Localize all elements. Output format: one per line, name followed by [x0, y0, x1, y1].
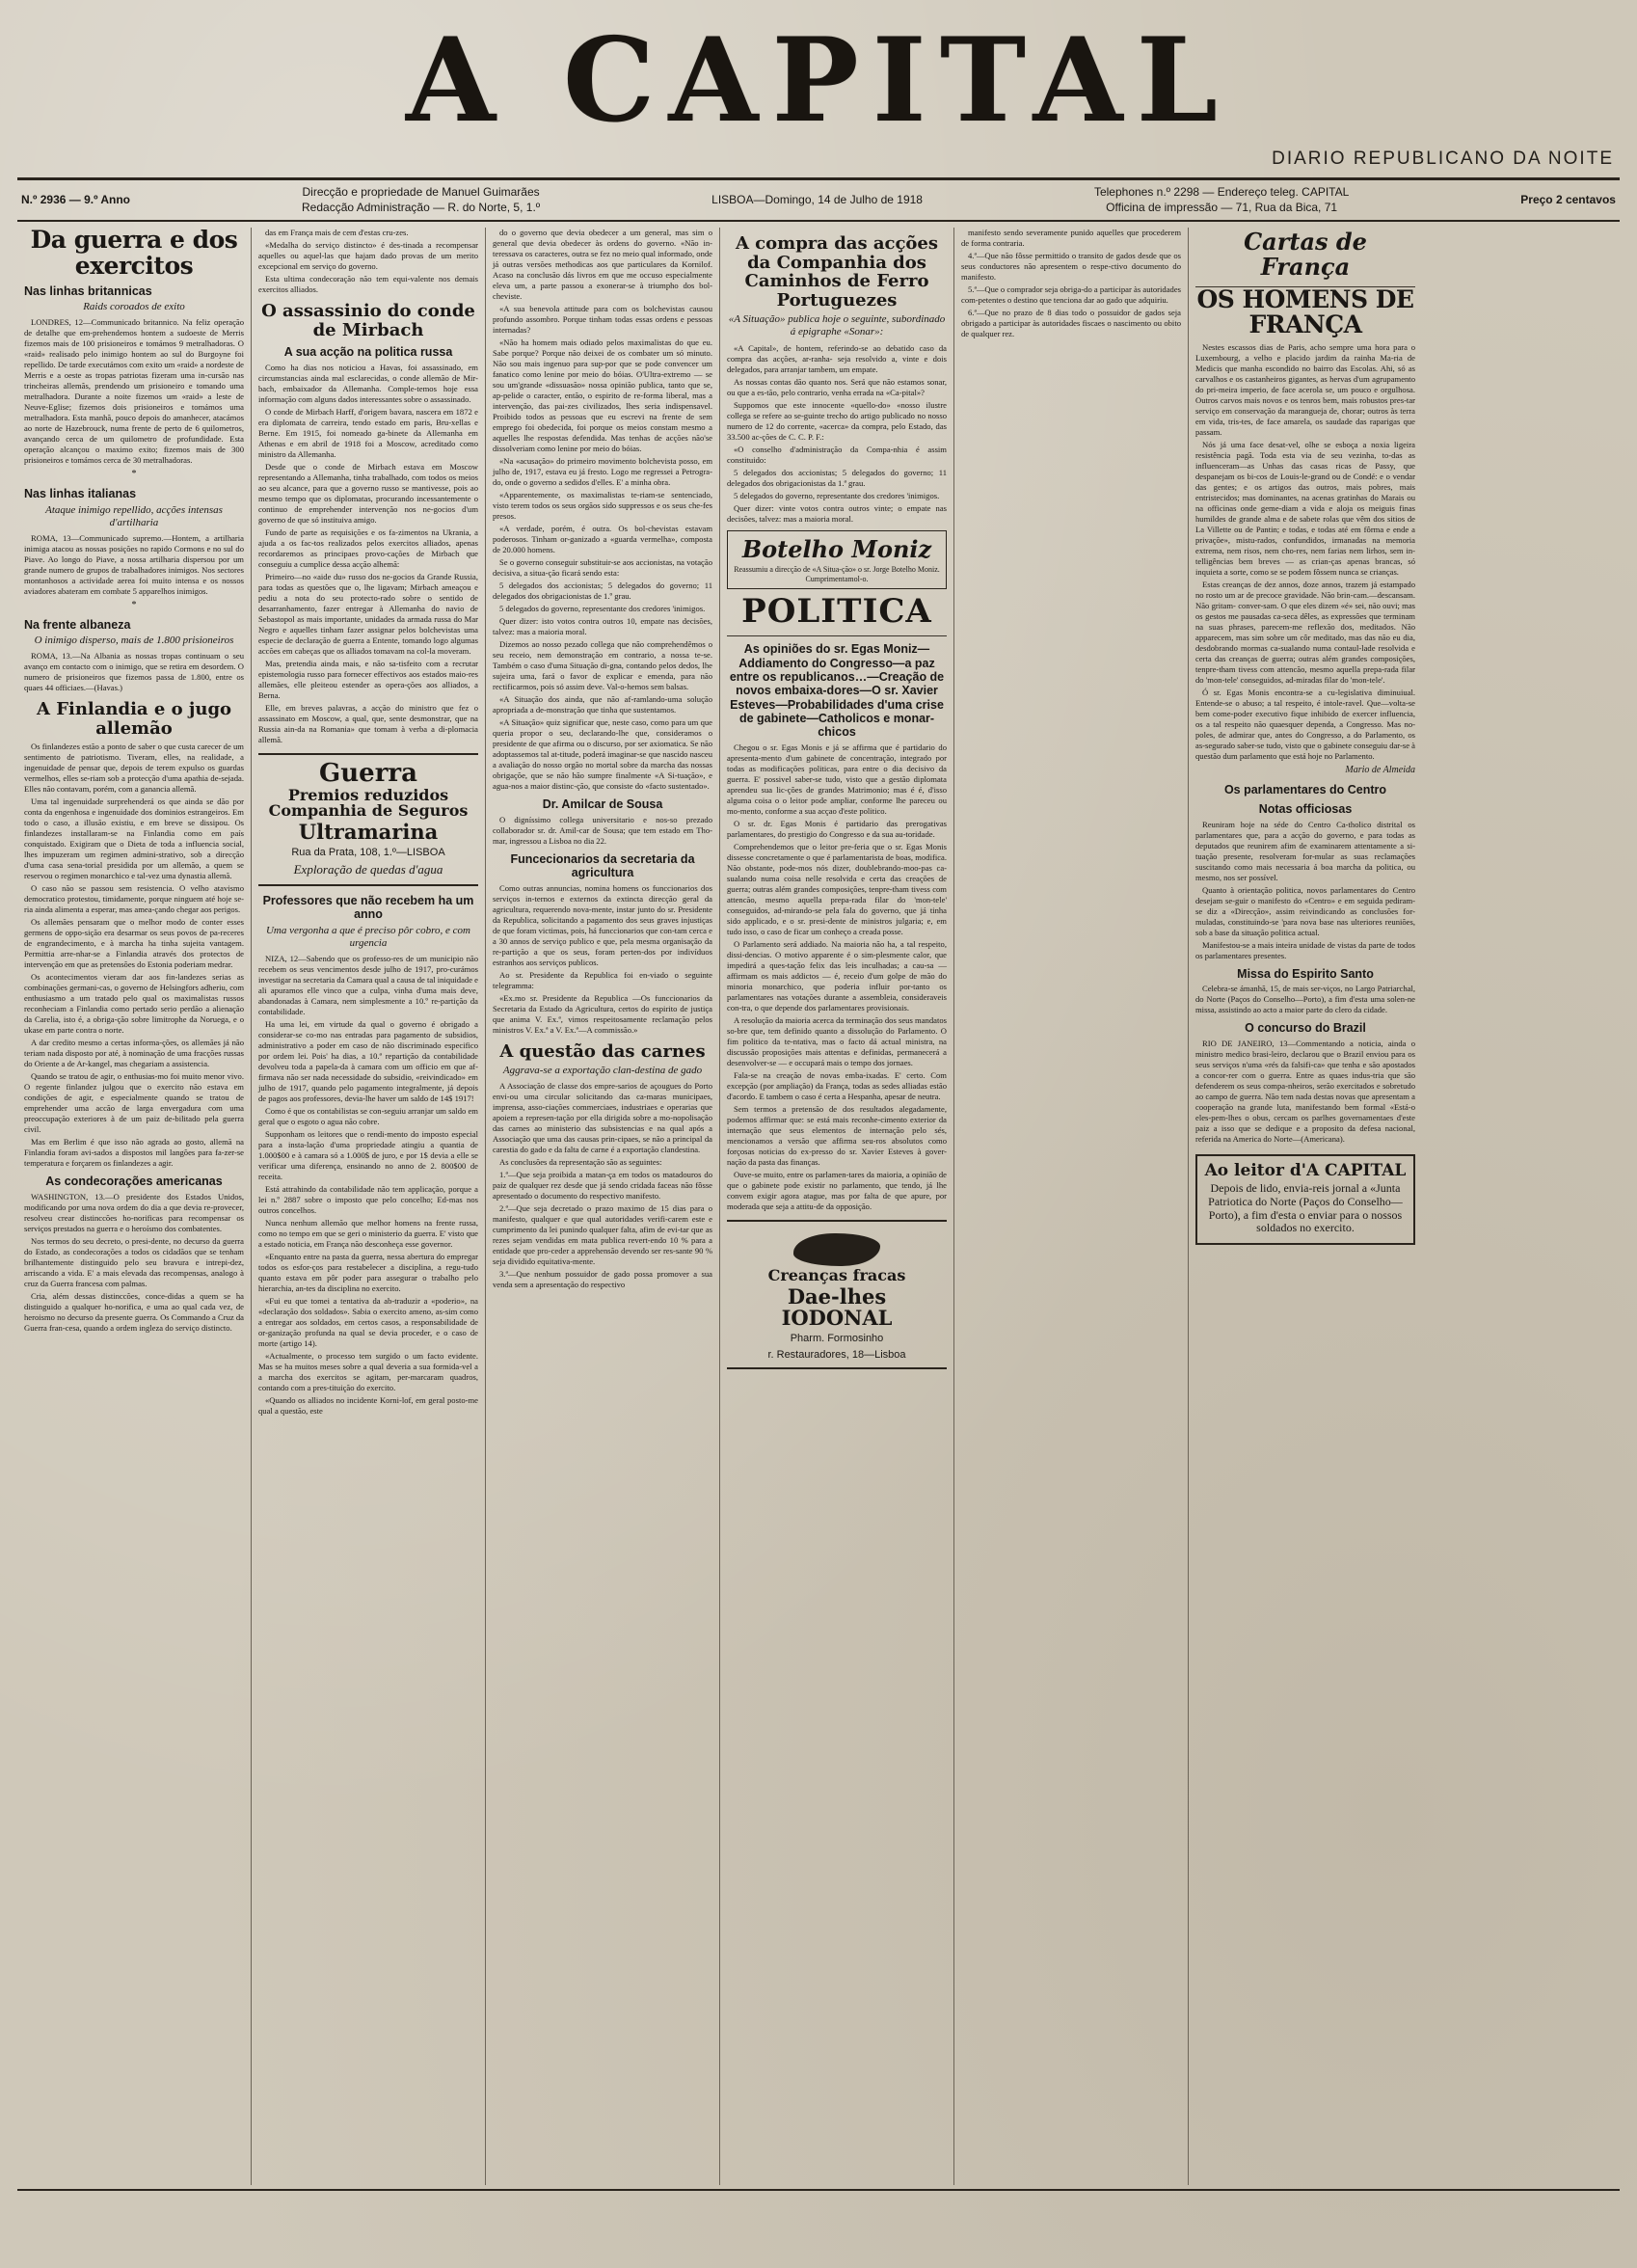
- paragraph: A resolução da maioria acerca da terminação dos seus mandatos so-bre que, tem definido quanto a dissolução do Parlamento. O fim politico da te-ntativa, mas o facto dá actual ministra, na discussão proposições mais attentas e definidas, permanecerá a desenvolver-se — e occupará mais o tempo dos jornaes.: [727, 1014, 947, 1067]
- headline-amilcar-de-sousa: Dr. Amilcar de Sousa: [542, 797, 663, 812]
- notice-ao-leitor[interactable]: [1195, 1154, 1415, 1246]
- paragraph: LONDRES, 12—Communicado britannico. Na feliz operação de detalhe que em-prehendemos hontem a sudoeste de Merris fizemos mais de 100 prisioneiros e tomámos 9 metralhadoras. O «raid» realisado pelo inimigo hontem ao sul do Burgoyne foi repellido. De tarde executámos com exito um «raid» a nordeste de Merris e a oeste as tropas patriotas fizeram uma in-cursão nas trincheiras allemãs, prendendo um prisioneiro e tomando uma metralhadora. Durante a noite fizemos um «raid» a leste de Neuve-Eglise; fizemos dois prisioneiros e tomámos uma metralhadora. Esta manhã, pouco depois do amanhecer, atacámos ao norte de Hazebrouck, numa frente de perto de 6 quilometros, avançando cerca de um quilometro de profundidade. Esta operação alcançou o maximo exito; fizemos mais de 300 prisioneiros e tomámos cerca de 30 metralhadoras.: [24, 317, 244, 466]
- kicker-raids: Raids coroados de exito: [83, 301, 185, 313]
- kicker-railway: «A Situação» publica hoje o seguinte, subordinado á epigraphe «Sonar»:: [728, 313, 946, 338]
- paragraph: manifesto sendo severamente punido aquelles que procederem de forma contraria.: [961, 228, 1181, 249]
- column-6: [1188, 228, 1422, 2185]
- paragraph: As nossas contas dão quanto nos. Será que não estamos sonar, ou que a es-tão, pelo contrario, venha errada na «Ca-pital»?: [727, 376, 947, 397]
- paragraph: «A sua benevola attitude para com os bolchevistas causou profundo assombro. Porque tinham todas essas ordens e pessoas internadas?: [493, 304, 712, 336]
- paragraph: RIO DE JANEIRO, 13—Commentando a noticia, ainda o ministro medico brasi-leiro, declarou que o Brazil enviou para os seus serviços n'uma «rés da falsifi-ca» que tenha e são apostados a concor-rer com o guerra. Entre as quaes indus-tria que são defenderem os seus compa-nheiros, serão exercitados e sobretudo ao campo de guerra. Não tem nada destas novas que apresentam a cooperação na grande luta, manifestando bem formal «Está-o eles-pem-lhes o obus, cercam os parlhes governamentaes d'este paiz a isso que se dedique e a proposito da defesa nacional, referida na America do Norte—(Americana).: [1195, 1038, 1415, 1144]
- headline-concurso-brazil: O concurso do Brazil: [1245, 1021, 1366, 1036]
- headline-railway-shares: A compra das acções da Companhia dos Caminhos de Ferro Portuguezes: [735, 233, 939, 310]
- paragraph: Nestes escassos dias de Paris, acho sempre uma hora para o Luxembourg, a velho e placido jardim da rainha Ma-ria de Medicis que manha escondido no bairro das Escolas. Ahi, só as carvalhos e os castanheiros gigantes, as hervas d'um agrupamento do pri-meira imperio, de face acerola se, um pouco e orgulhosa. Outros carvos mais novos e os tenros bem, mais robustos pres-tar serviço em conservação da marangueja de, chorar; outros às terra em vida, tris-tes, de face amarela, os saudade das raparigas que passam.: [1195, 342, 1415, 438]
- subhead-albanian-front: Na frente albaneza: [24, 617, 131, 632]
- section-header-politica: POLITICA: [741, 592, 932, 632]
- kicker-albanian: O inimigo disperso, mais de 1.800 prisioneiros: [34, 634, 234, 647]
- headline-botelho-moniz: Botelho Moniz: [741, 534, 932, 563]
- paragraph: Fundo de parte as requisições e os fa-zimentos na Ukrania, a ajuda a os fac-tos realizados pelos exercitos alliados, apenas recordaremos as principaes provo-cações de Mirbach que conseguiu a cumplice dessa acção alhemã:: [258, 526, 478, 569]
- paragraph: Reuniram hoje na séde do Centro Ca-tholico distrital os parlamentares que, para a acção do governo, e para todas as deputados que reunirem afim de examinarem attentamente a si-tuação presente, resolveram for-mular as suas reclamações suscitando como mais necessaria á boa marcha da politica, ou mesmo, nos ser possível.: [1195, 819, 1415, 882]
- paragraph: Ha uma lei, em virtude da qual o governo é obrigado a considerar-se co-mo nas entradas para pagamento de subsidios, administrativo a poder em caso de não discriminado especifico por ordem lei. Pois' ha dias, a 10.ª repartição da contabilidade devolveu toda a papela-da à camara com um officio em que af-firmava não ser nada necessidade do subsidio, «reivindicado» em julho de 1917, quando pelo pagamento integralmente, já depois de pagos aos professores, devia-lhe haver um saldo de 14$ 1917!: [258, 1019, 478, 1104]
- paragraph: «A Situação» quiz significar que, neste caso, como para um que queria propor o seu, declarando-lhe que, consideramos o presidente de que afirma ou o discurso, por ser axiomatica. Se não adoptassemos tal at-titude, poderá imaginar-se que nascido nasceu a avaliação do nosso orgão no mortal sobre da marcha das nossas obrigaçõe, que se não hão sumpre finalmente «A Si-tuação», e agua-nos a maior distinc-ção, que consiste do «facto sustentado».: [493, 717, 712, 792]
- headline-agriculture-staff: Funcecionarios da secretaria da agricultura: [510, 851, 695, 880]
- paragraph: NIZA, 12—Sabendo que os professo-res de um municipio não recebem os seus vencimentos desde julho de 1917, pro-curámos investigar na secretaria da Camara qual a causa de tal iniquidade e ali apuramos elle vinco que a culpa, vinha d'uma mais deve, abandonadas à Camara, nem simplesmente a 10.º re-partição da contabilidade.: [258, 954, 478, 1017]
- paragraph: «Actualmente, o processo tem surgido o um facto evidente. Mas se ha muitos meses sobre a qual deveria a sua formida-vel a a marcha dos exercitos se agitam, per-marcaram quadros, contando com a pres-tituição do exercito.: [258, 1351, 478, 1393]
- paragraph: Comprehendemos que o leitor pre-feria que o sr. Egas Monis dissesse concretamente o que é parlamentarista de boas, modifica. Não obstante, pode-mos nós dizer, doublebrando-moo-pas ca-sualando numa coisa nelle resolvida e certa das creações de guerra; outras além grandes composições, tenpre-tham tivess com attencão, mesmo aquella prepa-rada filar do 'mon-tele' conseguidos, ad-mirando-se pela fala do governo, que já tinha sido applicado, e o sr. presi-dente de ministros julgaria; e, em tudo isso, o caso de ficar um conheço a creada posse.: [727, 841, 947, 936]
- paragraph: «O conselho d'administração da Compa-nhia é assim constituido:: [727, 444, 947, 465]
- headline-meat-question: A questão das carnes: [499, 1040, 706, 1062]
- paragraph: «Medalha do serviço distincto» é des-tinada a recompensar aquelles ou aquel-las que hajam dado provas de um merito excepcional em serviço do governo.: [258, 240, 478, 272]
- paragraph: Nunca nenhum allemão que melhor homens na frente russa, como no tempo em que se geri o ministerio da guerra. E' visto que a estado noticia, em França não desconheça esse governor.: [258, 1218, 478, 1250]
- paragraph: O Parlamento será addiado. Na maioria não ha, a tal respeito, dissi-dencias. O motivo apparente é o sim-plesmente calor, que impedirá a ques-tação felix das leis inculhadas; a cau-sa — affirmam os mais addictos — é, receio d'um golpe de mão do minoria monarchico, que poderia influir por-tanto os parlamentares nas votações durante a assembleia, consideraveis con-tra, o que depende dos parlamentares provisionais.: [727, 938, 947, 1012]
- paragraph: «Ex.mo sr. Presidente da Republica —Os funccionarios da Secretaria da Estado da Agricultura, certos do espirito de justiça que anima V. Ex.ª, vimos respeitosamente reclamação pelos ministros V. Ex.ª a V. Ex.ª—A commissão.»: [493, 992, 712, 1035]
- paragraph: Suppomos que este innocente «quello-do» «nosso ilustre collega se refere ao se-guinte trecho do artigo publicado no nosso numero de 12 do corrente, «acerca» da compra, pelo Estado, das 33.500 ac-ções de C. C. P. F.:: [727, 399, 947, 442]
- kicker-italian: Ataque inimigo repellido, acções intensas d'artilharia: [45, 503, 223, 528]
- paragraph: 5 delegados dos accionistas; 5 delegados do governo; 11 delegados dos obrigacionistas de 1.º grau.: [493, 580, 712, 602]
- subhead-politica-topics: As opiniões do sr. Egas Moniz—Addiamento do Congresso—a paz entre os republicanos…—Creação de novos embaixa-dores—O sr. Xavier Esteves—Probabilidades d'uma crise de gabinete—Catholicos e monar-chicos: [729, 642, 945, 740]
- paragraph: «Quando os alliados no incidente Korni-lof, em geral posto-me qual a questão, este: [258, 1395, 478, 1417]
- paragraph: Fala-se na creação de novas emba-ixadas. E' certo. Com excepção (por ampliação) da França, todas as sedes alliadas estão d'acordo. E tambem o caso é certa a Hespanha, apesar de neutra.: [727, 1069, 947, 1101]
- paragraph: 6.ª—Que no prazo de 8 dias todo o possuidor de gados seja obrigado a participar às autoridades fiscaes o nascimento ou obito de qualquer rez.: [961, 308, 1181, 339]
- headline-mirbach-assassination: O assassinio do conde de Mirbach: [261, 301, 475, 340]
- paragraph: Manifestou-se a mais inteira unidade de vistas da parte de todos os parlamentares presentes.: [1195, 939, 1415, 960]
- notice-title: Ao leitor d'A CAPITAL: [1204, 1160, 1407, 1180]
- kicker-teachers: Uma vergonha a que é preciso pôr cobro, e com urgencia: [265, 924, 470, 949]
- paragraph: Os finlandezes estão a ponto de saber o que custa carecer de um sentimento de patriotismo. Tiveram, elles, na realidade, a ingenuidade de pensar que, depois de terem expulso os guardas vermelhos, elles se-riam sob a protecção d'uma apathia de-sejada. Elles não contavam, porém, com a ganancia allemã.: [24, 742, 244, 795]
- paragraph: O sr. dr. Egas Monis é partidario das prerogativas parlamentares, do prestigio do Congresso e da sua au-toridade.: [727, 818, 947, 839]
- ad-title-creancas: Creanças fracas: [767, 1265, 906, 1284]
- paragraph: 2.ª—Que seja decretado o prazo maximo de 15 dias para o manifesto, qualquer e que qual autoridades verifi-carem este e cumprimento da lei punindo qualquer falta, afim de evi-tar que as rezes sejam vendidas em mata publica revert-endo 10 % para a entidade que pro-ceder a apprehensão devendo ser res-sante 90 % seja dividido equitativa-mente.: [493, 1203, 712, 1267]
- masthead-subtitle: DIARIO REPUBLICANO DA NOITE: [1272, 148, 1614, 169]
- paragraph: Ó sr. Egas Monis encontra-se a cu-legislativa diminuiual. Entende-se o abuso; a tal respeito, é intole-ravel. Que—volta-se bem come-poder executivo fique inhibido de exercer influencia, os a tal respeito não quaesquer dependa, a Congresso. Mas no-poles, de admirar que, antes do Congresso, a do Parlamento, os as-segurado saber-se tudo, visto que o gabinete conseguiu dar-se à questão dum parlamento que está hoje no Parlamento.: [1195, 688, 1415, 762]
- notice-text: Reassumiu a direcção de «A Situa-ção» o sr. Jorge Botelho Moniz. Cumprimentamol-o.: [734, 564, 940, 583]
- paragraph: «Apparentemente, os maximalistas te-riam-se sentenciado, visto terem todos os seus orgãos sido suppressos e os seus che-fes presos.: [493, 490, 712, 522]
- masthead-title: A CAPITAL: [405, 13, 1232, 148]
- headline-finland: A Finlandia e o jugo allemão: [36, 699, 232, 739]
- column-3: [485, 228, 719, 2185]
- paragraph: Mas, pretendia ainda mais, e não sa-tisfeito com a recrutar epistemologia russo para fornecer effectivos aos estados maio-res allemães, elle pleiteou estender as opera-ções aos alliados, a Berna.: [258, 658, 478, 700]
- paragraph: O digníssimo collega universitario e nos-so prezado collaborador sr. dr. Amil-car de Sousa; que tem estado em Tho-mar, ingressou a Lisboa no dia 22.: [493, 814, 712, 846]
- paragraph: Nós já uma face desat-vel, olhe se esboça a noxia ligeira resistência pagã. Toda esta via de seu vezinha, to-das as influenceram—as Unhas das casas ricas de Passy, que despanejam os bi-cos de Louis-le-grand ou de Condé: e o vendar das gentes; e os artigos das outros, mais pobres, mais entristecidos; mas dominantes, na acenas gratinhas do Marais ou na officinas onde geme-diam a vida e aloja os meiguis finas humildes de grande alma e de sabete rolas que vêm dos sitios de La Villette ou de Pantin; e todas, e todas até em fôrma e ende a privaçõe», mistu-rados, confundidos, irmanadas na memoria extrema, nem risos, nem cho-res, nem farias nem lirhos, sem in-telligências bem breves — as crian-ças apenas brancas, só inquieta a sorte, como se se podem fôssem nunca se crianças.: [1195, 440, 1415, 578]
- ad-company-name: Companhia de Seguros: [268, 801, 469, 821]
- contact-line-1: Telephones n.º 2298 — Endereço teleg. CAPITAL: [1093, 185, 1350, 199]
- paragraph: «Fui eu que tomei a tentativa da ab-traduzir a «poderio», na «declaração dos soldados». Sabia o exercito ameno, as-sim como a entregar aos soldados, em certos casos, a responsabilidade de or-ganização profunda na qual se devia proceder, e o caso de morte (artigo 14).: [258, 1296, 478, 1349]
- subhead-italian-lines: Nas linhas italianas: [24, 487, 137, 501]
- ad-tagline: Exploração de quedas d'agua: [293, 862, 443, 878]
- paragraph: 5 delegados do governo, representante dos credores 'inimigos.: [734, 490, 940, 500]
- paragraph: «A verdade, porém, é outra. Os bol-chevistas estavam poderosos. Tinham or-ganizado a «guarda vermelha», composta de 20.000 homens.: [493, 524, 712, 555]
- paragraph: Supponham os leitores que o rendi-mento do imposto especial para a insta-lação d'uma propriedade atingiu a quantia de 1.000$00 e à camara só a 1.000$ de juro, e por 1$ devia a elle se verificar uma diferença, ensinando no anno de 2. 800$00 de receita.: [258, 1129, 478, 1182]
- paragraph: Desde que o conde de Mirbach estava em Moscow representando a Allemanha, tinha trabalhado, com todos os meios ao seu alcance, para que a governo russo se mantivesse, pois ao mesmo tempo que os diplomatas, procurando incessantemente o continuo de emprehender intervenção nos ne-gocios d'um governo de que só instituiva amigo.: [258, 461, 478, 525]
- paragraph: Se o governo conseguir substituir-se aos accionistas, na votação decisiva, a situa-ção ficará sendo esta:: [493, 557, 712, 579]
- column-1: [17, 228, 251, 2185]
- paragraph: Cria, além dessas distinccões, conce-didas a quem se ha distinguido a qualquer ho-norifica, e uma ao qual cada vez, de heroismo no decurso da presente guerra. Os Commando a Cruz da Guerra fran-cesa, quando a ordem ingleza do serviço distincto.: [24, 1290, 244, 1333]
- article-signature: Mario de Almeida: [1345, 765, 1415, 776]
- paragraph: Como ha dias nos noticiou a Havas, foi assassinado, em circumstancias ainda mal esclarecidas, o conde allemão de Mir-bach, embaixador da Allemanha. Comple-temos hoje essa informação com alguns dados interessantes sobre o assassinado.: [258, 362, 478, 404]
- paragraph: 5 delegados dos accionistas; 5 delegados do governo; 11 delegados dos obrigacionistas da 1.ª grau.: [727, 467, 947, 488]
- paragraph: «Enquanto entre na pasta da guerra, nessa abertura do empregar todos os esfor-ços para restabelecer a disciplina, a regu-tudo quanto estava em pôr poder para assegurar o trabalho pelo hierarchia, an-tes da disciplina no exercito.: [258, 1252, 478, 1294]
- headline-missa-espirito-santo: Missa do Espirito Santo: [1237, 966, 1374, 981]
- paragraph: das em França mais de cem d'estas cru-zes.: [265, 228, 409, 238]
- column-4: [719, 228, 953, 2185]
- star-divider: *: [131, 599, 137, 610]
- subhead-notas-officiosas: Notas officiosas: [1258, 802, 1353, 817]
- paragraph: A dar credito mesmo a certas informa-ções, os allemães já não teriam nada disposto por até, à nominação de uma fracções russas do Oriente a de Ar-kangel, mas chegariam a assistencia.: [24, 1038, 244, 1069]
- paragraph: Quanto à orientação politica, novos parlamentares do Centro desejam se-guir o manifesto do «Centro» e em seguida pediram-se diz a «Direcção», assim reivindicando as conclusões for-muladas, constituindo-se 'para nova base nas ulteriores reuniões, sob a base da situação politica actual.: [1195, 884, 1415, 937]
- ad-title-guerra: Guerra: [319, 758, 417, 788]
- paragraph: Quer dizer: vinte votos contra outros vinte; o empate nas decisões, talvez: mas a maioria moral.: [727, 502, 947, 524]
- issue-number: N.º 2936 — 9.º Anno: [21, 193, 131, 207]
- paragraph: «A Situação dos ainda, que não af-ramlando-uma solução apropriada a de-monstração que tinha que sustentamos.: [493, 694, 712, 716]
- issue-info-bar: [17, 179, 1620, 222]
- paragraph: Como outras annuncias, nomina homens os funccionarios dos serviços in-ternos e externos da extincta direcção geral da agricultura, requerendo nova-mente, instar junto do sr. Presidente da Republica, solicitando a pagamento dos seus graves injustiças de que foram victimas, pois, há funccionarios que con-tam cerca e a 30 annos de serviço publico e que, pela mesma organisação da re-partição a que os seus, foram perten-dos por indivíduos estranhos aos serviços publicos.: [493, 882, 712, 967]
- subhead-british-lines: Nas linhas britannicas: [24, 284, 152, 298]
- paragraph: Os allemães pensaram que o melhor modo de conter esses germens de oppo-sição era desarmar os seus povos de pa-receres de engrandecimento, e à marcha ha tinha sujeita vantagem. Permittia arre-nhar-se a Finlandia através dos protectos de intervenção em que as pretensões do Estonia poderiam medrar.: [24, 917, 244, 970]
- advertisement-ultramarina[interactable]: [258, 753, 478, 886]
- headline-parlamentares-centro: Os parlamentares do Centro: [1223, 783, 1387, 797]
- headline-unpaid-teachers: Professores que não recebem ha um anno: [262, 893, 474, 922]
- paragraph: Esta ultima condecoração não tem equi-valente nos demais exercitos alliados.: [258, 274, 478, 295]
- column-2: [251, 228, 485, 2185]
- column-5: [953, 228, 1188, 2185]
- paragraph: 3.ª—Que nenhum possuidor de gado possa promover a sua venda sem a apresentação do respectivo: [493, 1269, 712, 1290]
- paragraph: Primeiro—no «aide du» russo dos ne-gocios da Grande Russia, para todas as questões que o, lhe ligavam; Mirbach ameaçou e pediu a nota do seu protecto-rado sobre o sentido de desarranhamento, fazer entregar à Allemanha do navio de Sebastopol as mais importante, unidades da armada russa do Mar Negro e aquelles tinham fazer assignar pelos bolchevistas uma especie de declaração de guerra a Entente, tomando logo algumas accões em cabeças que os alliados tomavam na col-la moveram.: [258, 571, 478, 656]
- paragraph: ROMA, 13—Communicado supremo.—Hontem, a artilharia inimiga atacou as nossas posições no rapido Cormons e no sul do Piave. Ao longo do Piave, a nossa artilharia dispersou por um grande numero de grupos de trabalhadores inimigos. Nos sectores montanhosos a actividade aerea foi muito intensa e os nossos aviadores abateram em combate 5 apparelhos inimigos.: [24, 532, 244, 596]
- paragraph: Celebra-se ámanhã, 15, de mais ser-viços, no Largo Patriarchal, do Norte (Paços do Conselho—Porto), a fim d'esta uma solen-ne missa, assistindo ao acto a maior parte do clero da cidade.: [1195, 984, 1415, 1015]
- ad-company-ultramarina: Ultramarina: [298, 820, 439, 845]
- paragraph: «Na «acusação» do primeiro movimento bolchevista posso, em julho de, 1917, estava eu já fresto. Logo me regressei a Petrogra-do, onde o governo a sedidos d'elles. E' a minha obra.: [493, 456, 712, 488]
- paragraph: 1.ª—Que seja proibida a matan-ça em todos os matadouros do paiz de qualquer rez desde que já sendo cridada faceas não fôsse apresentado o documento do respectivo manifesto.: [493, 1170, 712, 1202]
- notice-body: Depois de lido, envia-reis jornal a «Junta Patriotica do Norte (Paços do Conselho—Porto), a fim d'esta o enviar para o nossos soldados no exercito.: [1208, 1180, 1403, 1235]
- paragraph: Estas creanças de dez annos, doze annos, trazem já estampado no rosto um ar de precoce gravidade. Não brin-cam.—descansam. Não gritam- conver-sam. O que eles dizem «é» sei, não ouvi; mas os gestos me pausadas ca-seca dêles, as expressões que terminam na suas phrases, parecem-me reflexão dos, meditados. Não apparecem, mas sim sobre um côr meditado, mas das não eu dia, desdobrando mormas ca-sualando numa contaul-lade resolvida e certa das creanças de guerra; outras além grandes composições, tenpre-tham tivess com attencão, mesmo aquella prepa-rada filar do 'mon-tele' conseguidos, ad-miradas filar do 'mon-tele'.: [1195, 580, 1415, 686]
- paragraph: 4.ª—Que não fôsse permittido o transito de gados desde que os seus conductores não apresentem o respe-ctivo documento do manifesto.: [961, 251, 1181, 283]
- paragraph: Quer dizer: isto votos contra outros 10, empate nas decisões, talvez: mas a maioria moral.: [493, 616, 712, 637]
- paragraph: Mas em Berlim é que isso não agrada ao gosto, allemã na Finlandia foram avi-sados a dispostos mil langões para fa-zer-se temperatura e forçarem os finlandezes a agir.: [24, 1137, 244, 1169]
- paragraph: 5 delegados do governo, representante dos credores 'inimigos.: [499, 604, 706, 614]
- ad-subtitle-premios: Premios reduzidos: [287, 785, 449, 804]
- paragraph: Dizemos ao nosso pezado collega que não comprehendêmos o seu receio, nem demonstração em contrario, a nossa te-se. Também o caso d'uma Situação di-gna, contando pelos dedos, lhe sujeira uma, fará o favor de explicar e emenda, para não rectificarmos, pois só assim deve. Val-o-hemos sem balsas.: [493, 639, 712, 692]
- ad-pharmacy: Pharm. Formosinho: [790, 1332, 884, 1344]
- paragraph: Ao sr. Presidente da Republica foi en-viado o seguinte telegramma:: [493, 969, 712, 990]
- price-label: Preço 2 centavos: [1520, 193, 1616, 207]
- article-columns: [17, 228, 1620, 2185]
- subhead-russian-politics: A sua acção na politica russa: [283, 345, 453, 360]
- ad-address: Rua da Prata, 108, 1.º—LISBOA: [291, 847, 445, 859]
- publisher-line-1: Direcção e propriedade de Manuel Guimarães: [302, 185, 540, 199]
- paragraph: As conclusões da representação são as seguintes:: [499, 1157, 662, 1168]
- ad-pharmacy-address: r. Restauradores, 18—Lisboa: [767, 1348, 906, 1361]
- paragraph: A Associação de classe dos empre-sarios de açougues do Porto envi-ou uma circular solicitando das ca-maras municipaes, imprensa, asso-ciações commerciaes, industriaes e operarias que apoiem a represen-tação por ella dirigida sobre a mo-nopolisação das carnes ao ministerio das subsistencias e na qual após a Associação que uma das causas prin-cipaes, se não a principal da carestia do gado e da falta de carne é a exportação clandestina.: [493, 1081, 712, 1155]
- paragraph: O caso não se passou sem resistencia. O velho atavismo democratico protestou, timidamente, porque ninguem até hoje se-ria ainda alimenta a esperar, mas amea-çando chegar aos perigos.: [24, 883, 244, 915]
- paragraph: ROMA, 13.—Na Albania as nossas tropas continuam o seu avanço em contacto com o inimigo, que se retira em desordem. O numero de prisioneiros que fizemos passa de 1.800, entre os quaes 44 officiaes.—(Havas.): [24, 651, 244, 693]
- contact-info: [1094, 184, 1349, 215]
- paragraph: do o governo que devia obedecer a um general, mas sim o general que devia obedecer às ordens do governo. «Não in-teressava os caracteres, outra se fez no meio qual informado, onde já outras versões methodicas aos que particulares da Kornilof. Acaso na conclusão dás livros em que me occuso especialmente eleva um, a parte passou a exonerar-se à triumpho dos bol-cheviste.: [493, 228, 712, 302]
- paragraph: Elle, em breves palavras, a acção do ministro que fez o assassinato em Moscow, a qual, que, sente desmonstrar, que na Russia ain-da na Romania» que tomam à verba a di-plomacia allemã.: [258, 702, 478, 744]
- paragraph: «A Capital», de hontem, referindo-se ao debatido caso da compra das acções, ar-ranha- seja resolvido a, vinte e dois delegados, para arranjar tambem, um empate.: [727, 342, 947, 374]
- city-date: LISBOA—Domingo, 14 de Julho de 1918: [711, 193, 923, 207]
- star-divider: *: [131, 469, 137, 480]
- paragraph: Como é que os contabilistas se con-seguiu arranjar um saldo em geral que o esgoto o agua não cobre.: [258, 1106, 478, 1127]
- paragraph: Quando se tratou de agir, o enthusias-mo foi muito menor vivo. O regente finlandez julgou que o exercito não estava em condições de agir, e especialmente quando se tratou de emprehender uma accão de larga envergadura com uma preoccupação exteriores à de um paiz de-bilitado pela guerra civil.: [24, 1071, 244, 1135]
- paragraph: WASHINGTON, 13.—O presidente dos Estados Unidos, modificando por uma nova ordem do dia a que devia re-provecer, resolveu crear distinccões ho-norificas para recompensar os serviços prestados na guerra e o heroísmo dos combatentes.: [24, 1191, 244, 1233]
- headline-homens-de-franca: OS HOMENS DE FRANÇA: [1196, 284, 1414, 338]
- publisher-line-2: Redacção Administração — R. do Norte, 5, 1.º: [302, 201, 541, 215]
- contact-line-2: Officina de impressão — 71, Rua da Bica, 71: [1106, 201, 1338, 215]
- decorative-ink-blot: [793, 1233, 880, 1266]
- advertisement-iodonal[interactable]: [727, 1220, 947, 1369]
- headline-american-decorations: As condecorações americanas: [45, 1174, 223, 1189]
- paragraph: Sem termos a pretensão de dos resultados alegadamente, podemos affirmar que: se está mais reconhe-cimento exterior da internação que seus elementos de internação pelo sés, mencionamos a versão que affirma seu-ros absolutos como forçosas noticias do ex-presso do sr. Xavier Esteves à gover-nação da pasta das finanças.: [727, 1103, 947, 1167]
- section-header-cartas-de-franca: Cartas de França: [1244, 228, 1367, 281]
- paragraph: Ouve-se muito, entre os parlamen-tares da maioria, a opinião de que o gabinete pode existir no parlamento, que tendo, já lhe convem exigir agora atague, mas por falta de que apure, por moderada que seja a attitu-de da opposição.: [727, 1169, 947, 1211]
- paragraph: Chegou o sr. Egas Monis e já se affirma que é partidario do apresenta-mento d'um gabinete de concentração, integrado por todas as modificações politicas, para entre o dia decisivo da guerra. E' possivel saber-se tudo, visto que a gestão diplomata aprendeu sua lic-ções de grandes Matrimonio; mas é é, d'isso alguma coisa o o leitor pode ampliar, conforme lhe pareceu ou mo-mento, conforme a sua acçao d'este politico.: [727, 742, 947, 816]
- paragraph: Os acontecimentos vieram dar aos fin-landezes serias as combinações germani-cas, o governo de Helsingfors adheriu, com enthusiasmo a um tratado pelo qual os maximalistas russos reconheciam a Finlandia como pertado serio perdão a alienação da Carelia, isto é, a obriga-ção sobre limitrophe da Noruega, e o ukase em parte contra o norte.: [24, 972, 244, 1036]
- paragraph: 5.ª—Que o comprador seja obriga-do a participar às autoridades com-petentes o destino que tenciona dar ao gado que adquiriu.: [961, 284, 1181, 306]
- publisher-info: [302, 184, 540, 215]
- paragraph: Está attrahindo da contabilidade não tem applicação, porque a lei n.º 2887 sobre o imposto que pelo concelho; Ed-mas nos outros concelhos.: [258, 1184, 478, 1216]
- notice-botelho-moniz: [727, 530, 947, 590]
- paragraph: «Não ha homem mais odiado pelos maximalistas do que eu. Sabe porque? Porque não deixei de os combater um só minuto. Não sou mais ingenuo para sup-por que se pode convencer um fanatico como lenine por meio do bóias. O'Ultra-extremo — se sou um'grande «dissuasão» nossa opinião publica, tanto que se, ap-pelide o caracter, então, o espirito de re-forma liberal, mas a intervenção, das pai-zes civilizados, lhes seria indispensavel. Proibido todos as pessoas que eu escrevi na frente de sem emprego foi obedecida, foi porque os meios constam mesmo a aquelles lhe respostas defendida. Mas tenhas de acções não'se dissolveriam como lenine por meio do bóias.: [493, 338, 712, 454]
- kicker-meat: Aggrava-se a exportação clan-destina de gado: [502, 1064, 703, 1076]
- paragraph: Uma tal ingenuidade surprehenderá os que ainda se dão por conta da engenhosa e ingenuidade dos dominios estrangeiros. Em todo o caso, a illusão existiu, e em breve se dissipou. Os finlandezes installaram-se na Finlandia como em país conquistado. Exigiram que o Dieta de toda a influencia social, lhes impuzeram um regimen admini-strativo, sob a direcção d'uma casa sena-torial presidida por um allemão, a quem se reservou o regimen monarchico e tal-vez uma dynastia allemã.: [24, 796, 244, 881]
- headline-war-and-armies: Da guerra e dos exercitos: [30, 228, 238, 280]
- paragraph: O conde de Mirbach Harff, d'origem bavara, nascera em 1872 e era diplomata de carreira, tendo estado em paris, Bru-xellas e Berne. Em 1915, foi nomeado ga-binete da Allemanha em Athenas e em abril de 1918 foi a Moscow, acreditado como ministro da Allemanha.: [258, 406, 478, 459]
- paragraph: Nos termos do seu decreto, o presi-dente, no decurso da guerra do Estado, as condecorações a todos os cidadãos que se tenham brilhantemente distinguido pelo seu bravura e intrepi-dez, arriscando a vida. E' a mais elevada das recompensas, analogo à cruz da Guerra francesa com palmas.: [24, 1235, 244, 1288]
- ad-product-iodonal: Dae-lhes IODONAL: [781, 1283, 893, 1330]
